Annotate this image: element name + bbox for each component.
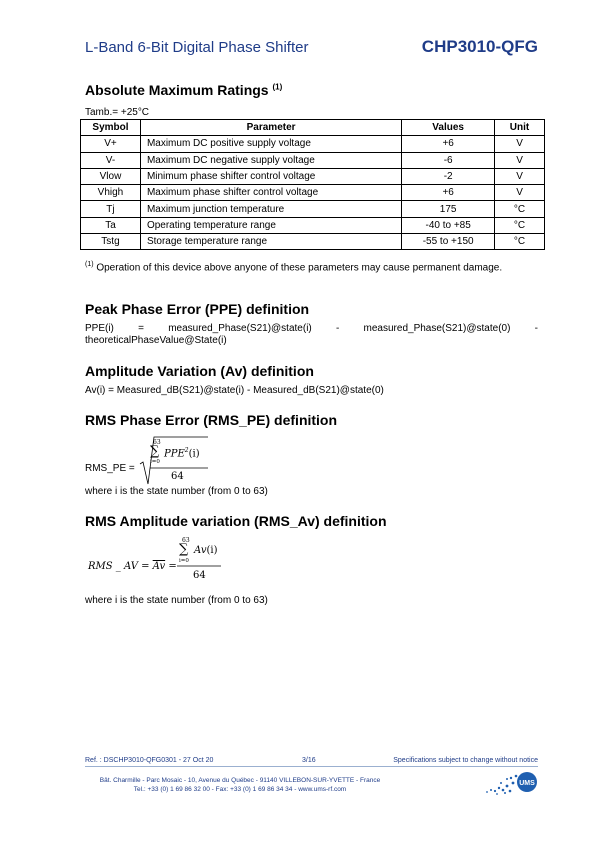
footer-notice: Specifications subject to change without notice (393, 757, 538, 764)
sum-lower-limit: i=0 (179, 558, 189, 564)
value-cell: -6 (402, 152, 495, 168)
table-row (81, 185, 545, 201)
rms-pe-where: where i is the state number (from 0 to 63) (85, 486, 268, 497)
parameter-cell: Maximum phase shifter control voltage (140, 185, 401, 201)
rms-av-where: where i is the state number (from 0 to 63) (85, 595, 268, 606)
unit-cell: V (495, 185, 545, 201)
footer-divider (85, 766, 538, 767)
column-header: Unit (495, 120, 545, 136)
sigma-icon: ∑ (150, 444, 160, 459)
footer-address: Bât. Charmille - Parc Mosaic - 10, Avenue du Québec - 91140 VILLEBON-SUR-YVETTE - France Tel.: +33 (0) 1 69 86 32 00 - Fax: +33 (0) 1 69 86 34 34 - www.ums-rf.com (99, 777, 381, 793)
symbol-cell: V- (81, 152, 141, 168)
value-cell: -2 (402, 168, 495, 184)
logo-text: UMS (519, 780, 535, 787)
ratings-table (80, 119, 545, 250)
ratings-footnote (85, 258, 538, 274)
unit-cell: °C (495, 201, 545, 217)
av-heading: Amplitude Variation (Av) definition (85, 363, 314, 379)
part-number: CHP3010-QFG (421, 37, 538, 56)
symbol-cell: Vlow (81, 168, 141, 184)
footnote-text: Operation of this device above anyone of these parameters may cause permanent damage. (96, 262, 503, 274)
table-row (81, 234, 545, 250)
unit-cell: °C (495, 217, 545, 233)
rms-av-heading: RMS Amplitude variation (RMS_Av) definition (85, 513, 387, 529)
table-row (81, 136, 545, 152)
symbol-cell: Tj (81, 201, 141, 217)
symbol-cell: Vhigh (81, 185, 141, 201)
value-cell: -55 to +150 (402, 234, 495, 250)
document-title: L-Band 6-Bit Digital Phase Shifter (85, 39, 309, 56)
fraction-bar (177, 565, 223, 569)
footer-page: 3/16 (302, 757, 316, 764)
parameter-cell: Minimum phase shifter control voltage (140, 168, 401, 184)
ppe-heading: Peak Phase Error (PPE) definition (85, 301, 310, 317)
symbol-cell: Tstg (81, 234, 141, 250)
rms-av-lhs: RMS _ AV = $\overline{Av}$ = (88, 561, 177, 572)
sigma-icon: ∑ (179, 542, 189, 557)
column-header: Symbol (81, 120, 141, 136)
denominator: 64 (171, 471, 184, 482)
table-row (81, 201, 545, 217)
value-cell: +6 (402, 136, 495, 152)
ums-logo (483, 770, 541, 798)
sum-upper-limit: 63 (153, 439, 161, 446)
rms-pe-heading: RMS Phase Error (RMS_PE) definition (85, 412, 338, 428)
table-header-row (81, 120, 545, 136)
table-row (81, 168, 545, 184)
ratings-condition: Tamb.= +25°C (85, 107, 150, 118)
parameter-cell: Maximum DC negative supply voltage (140, 152, 401, 168)
footer-ref: Ref. : DSCHP3010-QFG0301 - 27 Oct 20 (85, 757, 214, 764)
value-cell: 175 (402, 201, 495, 217)
unit-cell: V (495, 136, 545, 152)
symbol-cell: V+ (81, 136, 141, 152)
parameter-cell: Maximum junction temperature (140, 201, 401, 217)
column-header: Values (402, 120, 495, 136)
value-cell: -40 to +85 (402, 217, 495, 233)
ratings-heading-note: (1) (272, 82, 283, 92)
ppe-term: PPE$^2$(i) (164, 447, 200, 460)
av-term: Av(i) (194, 545, 218, 556)
parameter-cell: Operating temperature range (140, 217, 401, 233)
unit-cell: °C (495, 234, 545, 250)
table-row (81, 152, 545, 168)
denominator: 64 (193, 570, 206, 581)
av-formula: Av(i) = Measured_dB(S21)@state(i) - Measured_dB(S21)@state(0) (85, 385, 384, 396)
footnote-mark: (1) (85, 261, 94, 268)
ratings-heading: Absolute Maximum Ratings $^{(1)}$ (85, 82, 283, 98)
parameter-cell: Maximum DC positive supply voltage (140, 136, 401, 152)
value-cell: +6 (402, 185, 495, 201)
sum-lower-limit: i=0 (150, 459, 160, 465)
parameter-cell: Storage temperature range (140, 234, 401, 250)
rms-pe-lhs: RMS_PE = (85, 463, 135, 474)
symbol-cell: Ta (81, 217, 141, 233)
sum-upper-limit: 63 (182, 537, 190, 544)
unit-cell: V (495, 168, 545, 184)
table-row (81, 217, 545, 233)
column-header: Parameter (140, 120, 401, 136)
ppe-formula: PPE(i) = measured_Phase(S21)@state(i) - measured_Phase(S21)@state(0) - theoreticalPhaseValue@State(i) (85, 323, 538, 346)
unit-cell: V (495, 152, 545, 168)
